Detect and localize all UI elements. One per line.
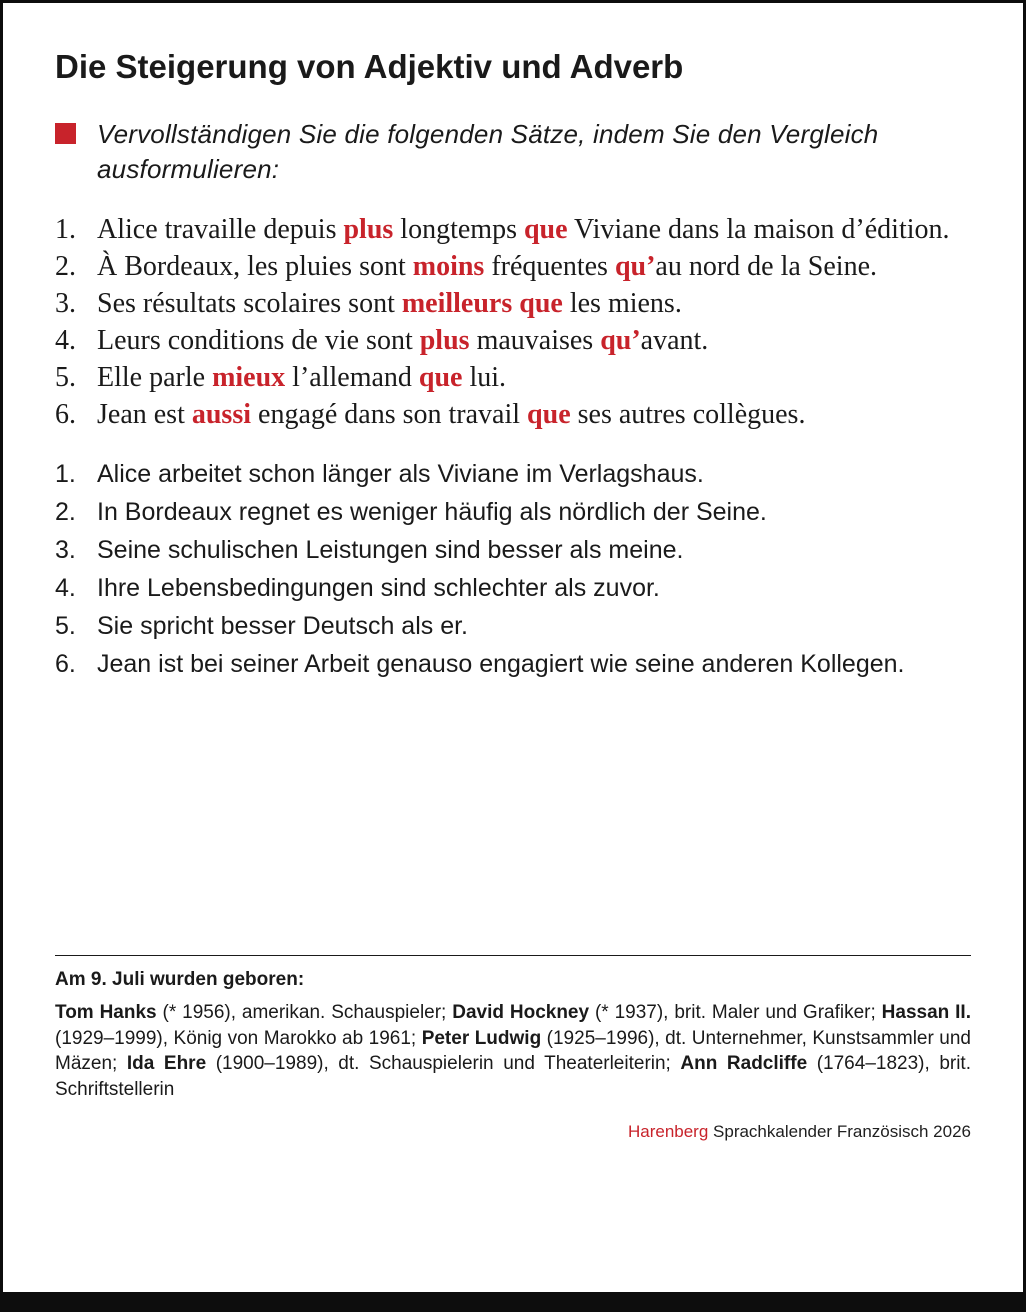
- french-sentence: [55, 211, 971, 248]
- sentence-number: 1.: [55, 214, 76, 246]
- person-name: Tom Hanks: [55, 1002, 157, 1023]
- german-sentence: [55, 569, 971, 607]
- comparison-word: qu’: [600, 325, 641, 357]
- sentence-text: Jean ist bei seiner Arbeit genauso engagiert wie seine anderen Kollegen.: [97, 650, 905, 679]
- french-sentence: [55, 248, 971, 285]
- sentence-number: 3.: [55, 536, 76, 565]
- sentence-number: 5.: [55, 612, 76, 641]
- german-sentence: [55, 455, 971, 493]
- french-list: [55, 211, 971, 433]
- red-square-bullet-icon: [55, 123, 76, 144]
- exercise-instruction: [55, 117, 971, 187]
- comparison-word: que: [523, 214, 568, 246]
- sentence-text: In Bordeaux regnet es weniger häufig als nördlich der Seine.: [97, 498, 767, 527]
- imprint: [55, 1122, 971, 1142]
- person-name: Peter Ludwig: [421, 1027, 542, 1049]
- sentence-text: Alice travaille depuis plus longtemps que Viviane dans la maison d’édition.: [97, 214, 950, 246]
- comparison-word: que: [418, 362, 463, 394]
- comparison-word: que: [527, 399, 571, 431]
- birthday-section: [55, 955, 971, 1142]
- french-sentence: [55, 285, 971, 322]
- sentence-text: Ihre Lebensbedingungen sind schlechter als zuvor.: [97, 574, 660, 603]
- german-sentence: [55, 493, 971, 531]
- person-name: Ann Radcliffe: [680, 1053, 808, 1074]
- comparison-word: meilleurs que: [401, 288, 563, 320]
- sentence-text: Ses résultats scolaires sont meilleurs que les miens.: [97, 288, 682, 320]
- sentence-number: 4.: [55, 574, 76, 603]
- german-sentence: [55, 645, 971, 683]
- comparison-word: plus: [343, 214, 394, 246]
- instruction-text: Vervollständigen Sie die folgenden Sätze, indem Sie den Vergleich ausformulieren:: [97, 119, 879, 185]
- comparison-word: plus: [419, 325, 470, 357]
- person-name: Ida Ehre: [126, 1053, 207, 1074]
- imprint-text: Sprachkalender Französisch 2026: [708, 1122, 971, 1141]
- sentence-number: 2.: [55, 251, 76, 283]
- german-list: [55, 455, 971, 683]
- birthday-heading: Am 9. Juli wurden geboren:: [55, 969, 305, 990]
- divider-line: [55, 955, 971, 956]
- sentence-number: 3.: [55, 288, 76, 320]
- birthday-paragraph: Tom Hanks (* 1956), amerikan. Schauspieler; David Hockney (* 1937), brit. Maler und Grafiker; Hassan II. (1929–1999), König von Marokko ab 1961; Peter Ludwig (1925–1996), dt. Unternehmer, Kunstsammler und Mäzen; Ida Ehre (1900–1989), dt. Schauspielerin und Theaterleiterin; Ann Radcliffe (1764–1823), brit. Schriftstellerin: [55, 1002, 971, 1100]
- sentence-text: Alice arbeitet schon länger als Viviane im Verlagshaus.: [97, 460, 704, 489]
- comparison-word: qu’: [614, 251, 656, 283]
- sentence-text: Leurs conditions de vie sont plus mauvaises qu’avant.: [97, 325, 709, 357]
- sentence-text: Elle parle mieux l’allemand que lui.: [97, 362, 507, 394]
- french-sentence: [55, 396, 971, 433]
- german-sentence: [55, 531, 971, 569]
- sentence-text: Seine schulischen Leistungen sind besser als meine.: [97, 536, 684, 565]
- sentence-number: 5.: [55, 362, 76, 394]
- comparison-word: aussi: [191, 399, 252, 431]
- page-title: Die Steigerung von Adjektiv und Adverb: [55, 48, 684, 85]
- sentence-text: Jean est aussi engagé dans son travail que ses autres collègues.: [97, 399, 806, 431]
- person-name: David Hockney: [452, 1002, 590, 1023]
- french-sentence: [55, 359, 971, 396]
- sentence-number: 6.: [55, 399, 76, 431]
- comparison-word: mieux: [212, 362, 286, 394]
- person-name: Hassan II.: [881, 1002, 971, 1023]
- german-sentence: [55, 607, 971, 645]
- publisher-name: Harenberg: [627, 1122, 709, 1141]
- sentence-number: 6.: [55, 650, 76, 679]
- sentence-number: 4.: [55, 325, 76, 357]
- sentence-number: 2.: [55, 498, 76, 527]
- french-sentence: [55, 322, 971, 359]
- comparison-word: moins: [412, 251, 485, 283]
- sentence-number: 1.: [55, 460, 76, 489]
- sentence-text: À Bordeaux, les pluies sont moins fréquentes qu’au nord de la Seine.: [97, 251, 877, 283]
- sentence-text: Sie spricht besser Deutsch als er.: [97, 612, 468, 641]
